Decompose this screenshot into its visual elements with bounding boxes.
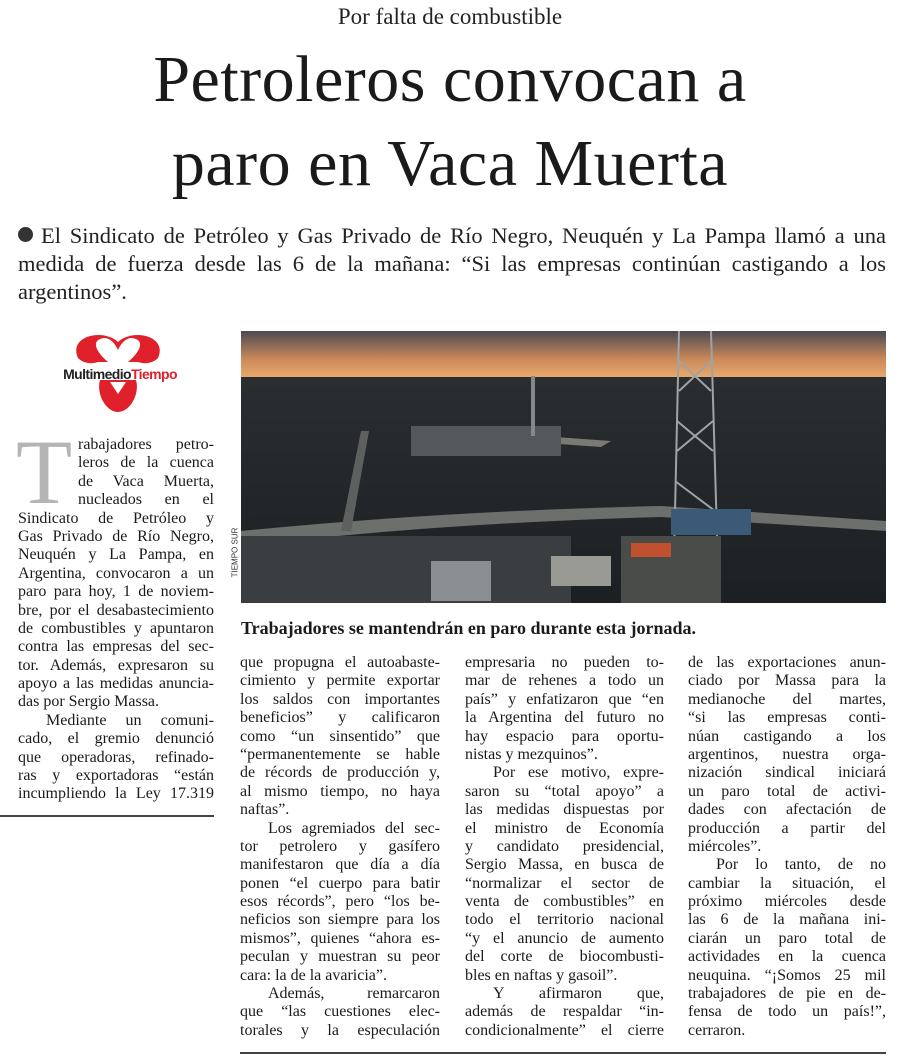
text-line: el ministro de Economía <box>465 819 664 837</box>
text-line: núan castigando a los <box>688 727 886 745</box>
text-line: Sergio Massa, en busca de <box>465 856 664 874</box>
logo-part-2: Tiempo <box>130 366 177 382</box>
text-line: Neuquén y La Pampa, en <box>18 546 214 564</box>
bullet-icon <box>18 227 33 242</box>
text-line: torales y la especulación <box>240 1021 440 1039</box>
headline-line-2: paro en Vaca Muerta <box>171 127 729 200</box>
text-line: mismos”, quienes “ahora es- <box>240 929 440 947</box>
text-line: argentinos, nuestra orga- <box>688 745 886 763</box>
text-line: Argentina, convocaron a un <box>18 564 214 582</box>
text-line: saron su “total apoyo” a <box>465 782 664 800</box>
kicker: Por falta de combustible <box>337 4 563 29</box>
headline <box>0 38 900 206</box>
text-line: hay espacio para oportu- <box>465 727 664 745</box>
text-line: Los agremiados del sec- <box>268 819 440 837</box>
text-line: ciado por Massa para la <box>688 672 886 690</box>
text-line: Sindicato de Petróleo y <box>18 509 214 527</box>
text-line: además de respaldar “in- <box>465 1003 664 1021</box>
text-line: las 6 de la mañana ini- <box>688 911 886 929</box>
photo-credit: TIEMPO SUR <box>230 527 240 578</box>
article-column-3 <box>465 654 664 1040</box>
text-line: Mediante un comuni- <box>46 711 214 729</box>
text-line: actividades en la cuenca <box>688 948 886 966</box>
text-line: tor. Además, expresaron su <box>18 656 214 674</box>
text-line: Por ese motivo, expre- <box>493 764 664 782</box>
lead-paragraph <box>18 222 886 306</box>
oil-field-photo <box>241 331 886 603</box>
text-line: “normalizar el sector de <box>465 874 664 892</box>
text-line: Además, remarcaron <box>268 985 440 1003</box>
text-line: paro para hoy, 1 de noviem- <box>18 583 214 601</box>
text-line: “si las empresas conti- <box>688 709 886 727</box>
text-line: que “las cuestiones elec- <box>240 1003 440 1021</box>
text-line: “y el anuncio de aumento <box>465 929 664 947</box>
text-line: como “un sinsentido” que <box>240 727 440 745</box>
text-line: esos récords”, pero “los be- <box>240 893 440 911</box>
text-line: y candidato presidencial, <box>465 837 664 855</box>
text-line: tor petrolero y gasífero <box>240 837 440 855</box>
text-line: Y afirmaron que, <box>493 985 664 1003</box>
text-line: “permanentemente se hable <box>240 745 440 763</box>
text-line: un paro total de activi- <box>688 782 886 800</box>
text-line: del corte de biocombusti- <box>465 948 664 966</box>
text-line: las medidas dispuestas por <box>465 801 664 819</box>
text-line: neuquina. “¡Somos 25 mil <box>688 966 886 984</box>
text-line: dades con afectación de <box>688 801 886 819</box>
text-line: cerraron. <box>688 1021 746 1039</box>
text-line: fensa de todo un país!”, <box>688 1003 886 1021</box>
text-line: mar de rehenes a todo un <box>465 672 664 690</box>
text-line: cado, el gremio denunció <box>18 730 214 748</box>
text-line: próximo miércoles desde <box>688 893 886 911</box>
text-line: leros de la cuenca <box>78 454 214 472</box>
text-line: de Vaca Muerta, <box>78 472 214 490</box>
text-line: empresaria no pueden to- <box>465 654 664 671</box>
article-column-2 <box>240 654 440 1040</box>
article-column-4 <box>688 654 886 1040</box>
text-line: cambiar la situación, el <box>688 874 886 892</box>
text-line: los saldos con importantes <box>240 690 440 708</box>
lead-text: El Sindicato de Petróleo y Gas Privado de Río Negro, Neuquén y La Pampa llamó a una medida de fuerza desde las 6 de la mañana: “Si las empresas continúan castigando a los argentinos”. <box>18 223 886 304</box>
headline-line-1: Petroleros convocan a <box>153 43 747 116</box>
text-line: apoyo a las medidas anuncia- <box>18 675 214 693</box>
text-line: peculan y muestran su peor <box>240 948 440 966</box>
text-line: nistas y mezquinos”. <box>465 745 598 763</box>
text-line: que propugna el autoabaste- <box>240 654 440 671</box>
text-line: país” y enfatizaron que “en <box>465 690 664 708</box>
text-line: cara: la de la avaricia”. <box>240 966 387 984</box>
text-line: beneficios” y calificaron <box>240 709 440 727</box>
text-line: bles en naftas y gasoil”. <box>465 966 618 984</box>
drop-cap: T <box>16 421 73 523</box>
text-line: ponen “el cuerpo para batir <box>240 874 440 892</box>
text-line: Por lo tanto, de no <box>716 856 886 874</box>
text-line: naftas”. <box>240 801 290 819</box>
text-line: rabajadores petro- <box>78 436 214 453</box>
text-line: miércoles”. <box>688 837 762 855</box>
text-line: de combustibles y apuntaron <box>18 619 214 637</box>
bottom-divider <box>240 1052 886 1054</box>
text-line: condicionalmente” el cierre <box>465 1021 664 1039</box>
text-line: de récords de producción y, <box>240 764 440 782</box>
text-line: bre, por el desabastecimiento <box>18 601 214 619</box>
text-line: medianoche del martes, <box>688 690 886 708</box>
column-divider <box>0 815 214 817</box>
text-line: nización sindical iniciará <box>688 764 886 782</box>
text-line: contra las empresas del sec- <box>18 638 214 656</box>
text-line: incumpliendo la Ley 17.319 <box>18 785 214 803</box>
text-line: de las exportaciones anun- <box>688 654 886 671</box>
text-line: neficios son siempre para los <box>240 911 440 929</box>
text-line: producción a partir del <box>688 819 886 837</box>
text-line: trabajadores de pie en de- <box>688 985 886 1003</box>
text-line: ras y exportadoras “están <box>18 767 214 785</box>
text-line: que operadoras, refinado- <box>18 748 214 766</box>
text-line: nucleados en el <box>78 491 214 509</box>
text-line: venta de combustibles” en <box>465 893 664 911</box>
logo-text <box>50 366 190 382</box>
text-line: cimiento y permite exportar <box>240 672 440 690</box>
text-line: ciarán un paro total de <box>688 929 886 947</box>
text-line: la Argentina del futuro no <box>465 709 664 727</box>
text-line: das por Sergio Massa. <box>18 693 160 711</box>
text-line: al mismo tiempo, no haya <box>240 782 440 800</box>
photo-caption: Trabajadores se mantendrán en paro durante esta jornada. <box>241 618 697 638</box>
text-line: Gas Privado de Río Negro, <box>18 527 214 545</box>
text-line: todo el territorio nacional <box>465 911 664 929</box>
article-photo <box>241 331 886 603</box>
text-line: manifestaron que día a día <box>240 856 440 874</box>
logo-part-1: Multimedio <box>63 366 131 382</box>
article-column-1 <box>18 436 214 804</box>
